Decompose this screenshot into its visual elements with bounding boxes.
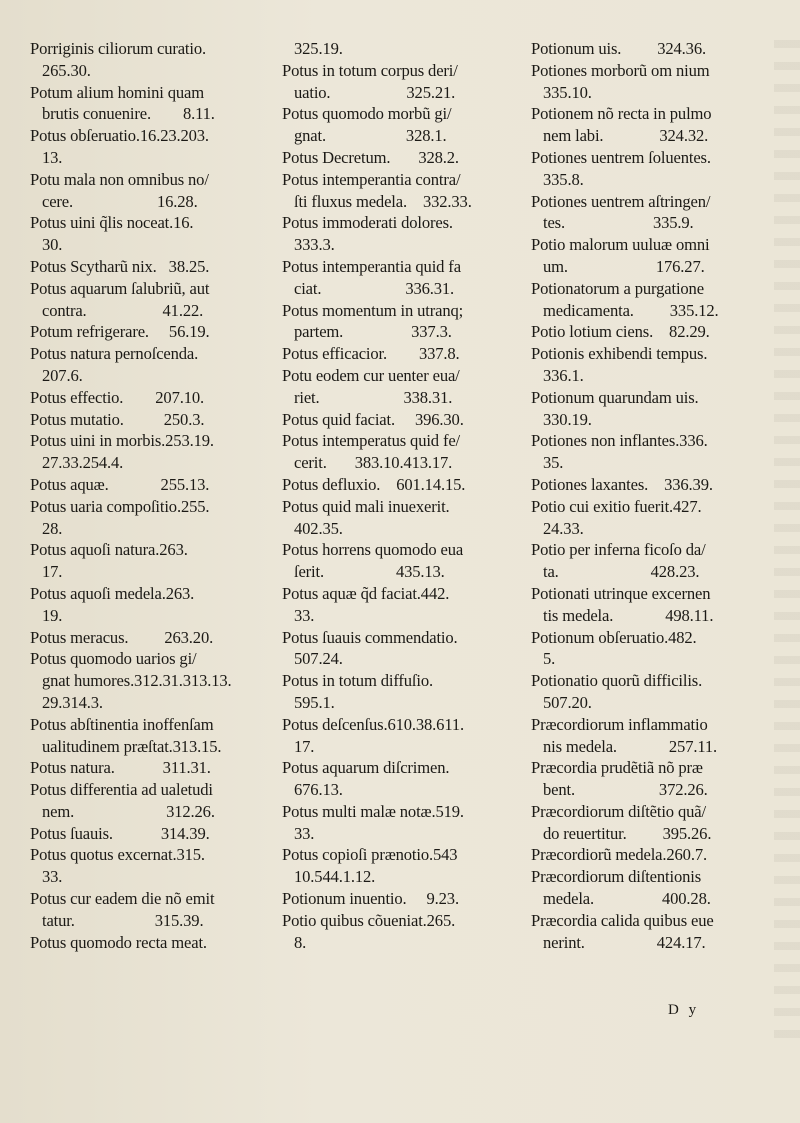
index-line: 265.30. bbox=[42, 60, 91, 80]
index-line: ualitudinem præſtat.313.15. bbox=[42, 736, 222, 756]
index-line: 28. bbox=[42, 518, 63, 538]
index-line: nerint. 424.17. bbox=[543, 932, 706, 952]
index-line: Potus quotus excernat.315. bbox=[30, 845, 205, 865]
index-line: Potus Decretum. 328.2. bbox=[282, 147, 459, 167]
index-line: Potus obſeruatio.16.23.203. bbox=[30, 126, 209, 146]
index-line: Potio quibus cõueniat.265. bbox=[282, 910, 456, 930]
index-line: 33. bbox=[294, 823, 315, 843]
index-line: gnat humores.312.31.313.13. bbox=[42, 671, 232, 691]
index-line: tis medela. 498.11. bbox=[543, 605, 714, 625]
index-line: 325.19. bbox=[294, 39, 343, 58]
index-line: Potiones uentrem aſtringen/ bbox=[531, 191, 711, 211]
index-line: 335.10. bbox=[543, 82, 592, 102]
index-line: 676.13. bbox=[294, 780, 343, 800]
index-line: Potus meracus. 263.20. bbox=[30, 627, 214, 647]
index-column-1 bbox=[30, 38, 278, 953]
index-line: Potus quid faciat. 396.30. bbox=[282, 409, 464, 429]
index-line: Potio lotium ciens. 82.29. bbox=[531, 322, 710, 342]
index-line: 30. bbox=[42, 235, 63, 255]
index-line: Potiones laxantes. 336.39. bbox=[531, 474, 713, 494]
index-line: Potus intemperantia quid fa bbox=[282, 256, 461, 276]
index-line: Potus immoderati dolores. bbox=[282, 213, 453, 233]
index-line: 335.8. bbox=[543, 169, 584, 189]
index-line: Potus efficacior. 337.8. bbox=[282, 344, 460, 364]
index-line: 336.1. bbox=[543, 365, 584, 385]
index-line: ciat. 336.31. bbox=[294, 278, 455, 298]
index-line: Potus horrens quomodo eua bbox=[282, 540, 464, 560]
index-line: Potus quomodo uarios gi/ bbox=[30, 649, 197, 669]
index-line: 13. bbox=[42, 147, 63, 167]
index-column-2 bbox=[282, 38, 528, 953]
index-line: Potiones morborũ om nium bbox=[531, 60, 710, 80]
index-line: Potus defluxio. 601.14.15. bbox=[282, 474, 466, 494]
index-line: Potus ſuauis. 314.39. bbox=[30, 823, 210, 843]
index-line: Porriginis ciliorum curatio. bbox=[30, 39, 206, 58]
index-line: Potiones uentrem ſoluentes. bbox=[531, 147, 711, 167]
index-line: Potionatorum a purgatione bbox=[531, 278, 704, 298]
index-line: Potio per inferna ficoſo da/ bbox=[531, 540, 706, 560]
index-line: Potionis exhibendi tempus. bbox=[531, 344, 708, 364]
index-line: Potus deſcenſus.610.38.611. bbox=[282, 714, 465, 734]
index-line: ta. 428.23. bbox=[543, 562, 700, 582]
index-line: 507.24. bbox=[294, 649, 343, 669]
index-line: Potus Scytharũ nix. 38.25. bbox=[30, 256, 210, 276]
index-line: medicamenta. 335.12. bbox=[543, 300, 719, 320]
index-column-3 bbox=[531, 38, 773, 953]
index-line: Potus ſuauis commendatio. bbox=[282, 627, 458, 647]
index-line: Potus natura. 311.31. bbox=[30, 758, 211, 778]
index-line: 595.1. bbox=[294, 692, 335, 712]
index-line: Potus momentum in utranq; bbox=[282, 300, 464, 320]
index-line: Potu mala non omnibus no/ bbox=[30, 169, 209, 189]
index-line: cere. 16.28. bbox=[42, 191, 198, 211]
index-line: 207.6. bbox=[42, 365, 83, 385]
index-line: 35. bbox=[543, 453, 564, 473]
index-line: Potus quid mali inuexerit. bbox=[282, 496, 450, 516]
index-line: Potus aquarum diſcrimen. bbox=[282, 758, 450, 778]
index-line: Præcordia calida quibus eue bbox=[531, 910, 714, 930]
index-line: Potionati utrinque excernen bbox=[531, 583, 711, 603]
index-line: Potus natura pernoſcenda. bbox=[30, 344, 199, 364]
index-line: cerit. 383.10.413.17. bbox=[294, 453, 453, 473]
index-line: Præcordiorũ medela.260.7. bbox=[531, 845, 707, 865]
index-line: Potus effectio. 207.10. bbox=[30, 387, 205, 407]
index-line: riet. 338.31. bbox=[294, 387, 453, 407]
index-line: tes. 335.9. bbox=[543, 213, 694, 233]
index-line: tatur. 315.39. bbox=[42, 910, 204, 930]
index-line: 5. bbox=[543, 649, 556, 669]
index-line: uatio. 325.21. bbox=[294, 82, 456, 102]
index-line: Potus aquarum ſalubriũ, aut bbox=[30, 278, 210, 298]
index-line: Potus aquæ q̃d faciat.442. bbox=[282, 583, 450, 603]
index-line: 333.3. bbox=[294, 235, 335, 255]
index-line: Potus aquæ. 255.13. bbox=[30, 474, 210, 494]
index-line: nis medela. 257.11. bbox=[543, 736, 718, 756]
index-line: Potus aquoſi natura.263. bbox=[30, 540, 188, 560]
index-line: gnat. 328.1. bbox=[294, 126, 447, 146]
index-line: Præcordiorum diſtẽtio quã/ bbox=[531, 801, 706, 821]
index-line: 10.544.1.12. bbox=[294, 867, 376, 887]
index-line: Potionum obſeruatio.482. bbox=[531, 627, 697, 647]
index-line: partem. 337.3. bbox=[294, 322, 452, 342]
index-line: 330.19. bbox=[543, 409, 592, 429]
index-line: Potus in totum diffuſio. bbox=[282, 671, 433, 691]
index-line: do reuertitur. 395.26. bbox=[543, 823, 712, 843]
index-line: Potus intemperatus quid fe/ bbox=[282, 431, 460, 451]
index-line: Præcordiorum inflammatio bbox=[531, 714, 708, 734]
index-line: 19. bbox=[42, 605, 63, 625]
index-line: Potio malorum uuluæ omni bbox=[531, 235, 710, 255]
index-line: Potio cui exitio fuerit.427. bbox=[531, 496, 702, 516]
index-line: Potus uini q̃lis noceat.16. bbox=[30, 213, 194, 233]
index-line: 33. bbox=[294, 605, 315, 625]
index-line: um. 176.27. bbox=[543, 256, 705, 276]
index-line: Potionum quarundam uis. bbox=[531, 387, 699, 407]
index-line: brutis conuenire. 8.11. bbox=[42, 104, 215, 124]
index-line: Potus abſtinentia inoffenſam bbox=[30, 714, 214, 734]
index-line: Potus cur eadem die nõ emit bbox=[30, 889, 215, 909]
index-line: ſti fluxus medela. 332.33. bbox=[294, 191, 472, 211]
index-line: medela. 400.28. bbox=[543, 889, 711, 909]
index-line: Potum refrigerare. 56.19. bbox=[30, 322, 210, 342]
index-line: 8. bbox=[294, 932, 307, 952]
index-line: Potionum inuentio. 9.23. bbox=[282, 889, 459, 909]
bleed-through-edge bbox=[774, 40, 800, 1040]
index-line: 17. bbox=[294, 736, 315, 756]
index-line: Potus intemperantia contra/ bbox=[282, 169, 461, 189]
index-line: Potus uaria compoſitio.255. bbox=[30, 496, 210, 516]
index-line: nem labi. 324.32. bbox=[543, 126, 709, 146]
index-line: Potus quomodo morbũ gi/ bbox=[282, 104, 452, 124]
index-line: nem. 312.26. bbox=[42, 801, 215, 821]
index-line: Potu eodem cur uenter eua/ bbox=[282, 365, 460, 385]
index-line: Præcordiorum diſtentionis bbox=[531, 867, 702, 887]
index-line: Potus copioſi prænotio.543 bbox=[282, 845, 458, 865]
index-line: ſerit. 435.13. bbox=[294, 562, 445, 582]
index-line: Potus differentia ad ualetudi bbox=[30, 780, 213, 800]
index-line: 27.33.254.4. bbox=[42, 453, 124, 473]
index-line: bent. 372.26. bbox=[543, 780, 708, 800]
index-line: 33. bbox=[42, 867, 63, 887]
signature-mark: D y bbox=[668, 1002, 700, 1018]
index-line: Potionatio quorũ difficilis. bbox=[531, 671, 703, 691]
index-line: Potus uini in morbis.253.19. bbox=[30, 431, 214, 451]
index-line: Potionum uis. 324.36. bbox=[531, 39, 706, 58]
index-line: 17. bbox=[42, 562, 63, 582]
index-line: 24.33. bbox=[543, 518, 584, 538]
index-line: Præcordia prudẽtiã nõ præ bbox=[531, 758, 703, 778]
index-line: Potus in totum corpus deri/ bbox=[282, 60, 458, 80]
index-line: 507.20. bbox=[543, 692, 592, 712]
index-line: contra. 41.22. bbox=[42, 300, 204, 320]
index-line: Potus quomodo recta meat. bbox=[30, 932, 207, 952]
index-line: Potum alium homini quam bbox=[30, 82, 205, 102]
index-line: Potus multi malæ notæ.519. bbox=[282, 801, 464, 821]
index-line: Potiones non inflantes.336. bbox=[531, 431, 708, 451]
index-line: Potionem nõ recta in pulmo bbox=[531, 104, 712, 124]
index-line: 402.35. bbox=[294, 518, 343, 538]
index-line: 29.314.3. bbox=[42, 692, 103, 712]
index-line: Potus mutatio. 250.3. bbox=[30, 409, 205, 429]
index-line: Potus aquoſi medela.263. bbox=[30, 583, 195, 603]
